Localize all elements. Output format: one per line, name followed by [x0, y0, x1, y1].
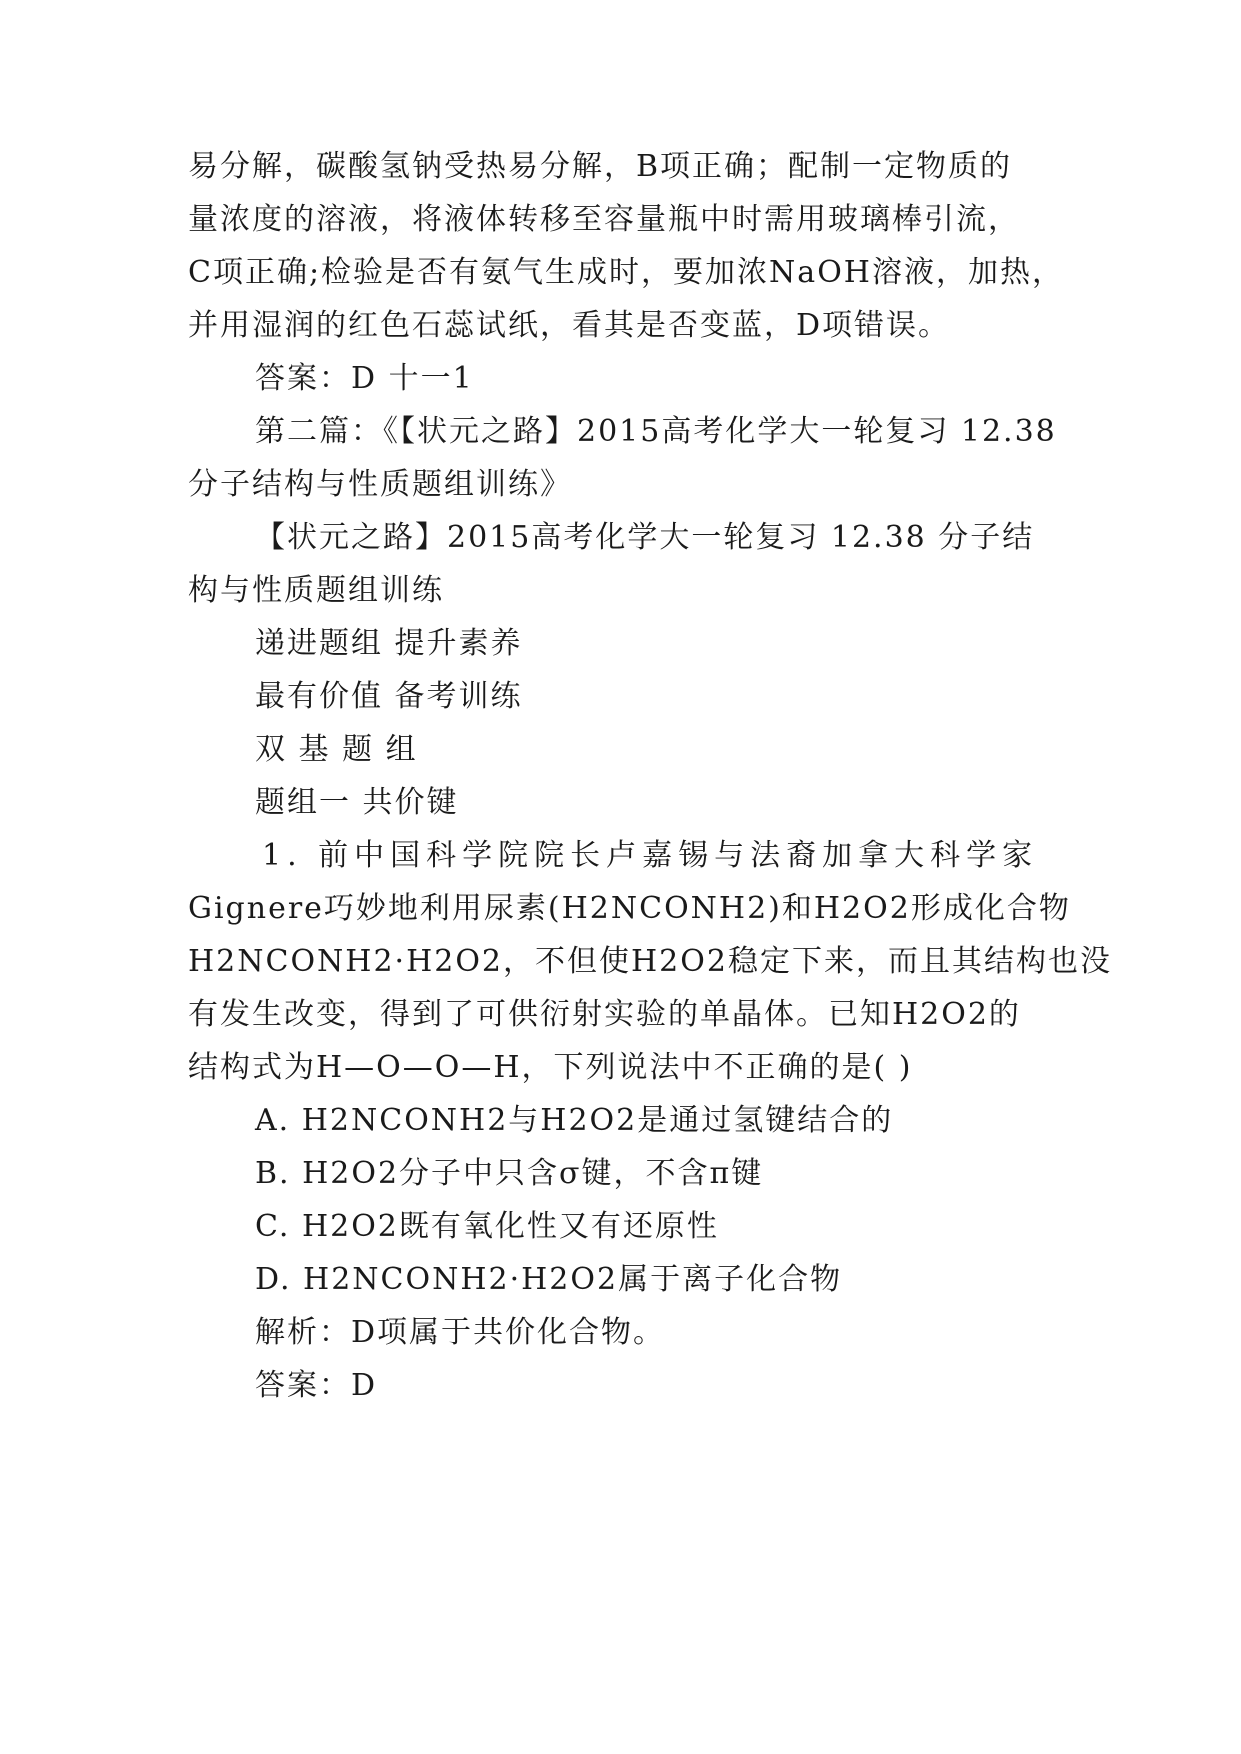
analysis-line: 解析：D项属于共价化合物。	[255, 1315, 666, 1350]
text-line: 量浓度的溶液，将液体转移至容量瓶中时需用玻璃棒引流，	[188, 202, 1020, 237]
option-b: B. H2O2分子中只含σ键，不含π键	[255, 1156, 764, 1191]
text-line: C项正确;检验是否有氨气生成时，要加浓NaOH溶液，加热，	[188, 255, 1064, 290]
answer-line: 答案：D 十一1	[255, 361, 474, 396]
section-heading: 第二篇：《【状元之路】2015高考化学大一轮复习 12.38	[255, 414, 1057, 449]
question-text: 结构式为H—O—O—H，下列说法中不正确的是( )	[188, 1050, 913, 1085]
text-line: 并用湿润的红色石蕊试纸，看其是否变蓝，D项错误。	[188, 308, 951, 343]
section-heading-cont: 分子结构与性质题组训练》	[188, 467, 572, 502]
title-line-cont: 构与性质题组训练	[188, 573, 444, 608]
question-text: 有发生改变，得到了可供衍射实验的单晶体。已知H2O2的	[188, 997, 1021, 1032]
question-text: 1. 前中国科学院院长卢嘉锡与法裔加拿大科学家	[262, 838, 1039, 873]
group-heading: 题组一 共价键	[255, 785, 459, 820]
option-c: C. H2O2既有氧化性又有还原性	[255, 1209, 719, 1244]
subheading: 递进题组 提升素养	[255, 626, 523, 661]
subheading: 双 基 题 组	[255, 732, 418, 767]
option-a: A. H2NCONH2与H2O2是通过氢键结合的	[255, 1103, 894, 1138]
answer-line: 答案：D	[255, 1368, 378, 1403]
option-d: D. H2NCONH2·H2O2属于离子化合物	[255, 1262, 843, 1297]
title-line: 【状元之路】2015高考化学大一轮复习 12.38 分子结	[255, 520, 1035, 555]
text-line: 易分解，碳酸氢钠受热易分解，B项正确；配制一定物质的	[188, 149, 1013, 184]
subheading: 最有价值 备考训练	[255, 679, 523, 714]
question-text: Gignere巧妙地利用尿素(H2NCONH2)和H2O2形成化合物	[188, 891, 1071, 926]
question-text: H2NCONH2·H2O2，不但使H2O2稳定下来，而且其结构也没	[188, 944, 1112, 979]
